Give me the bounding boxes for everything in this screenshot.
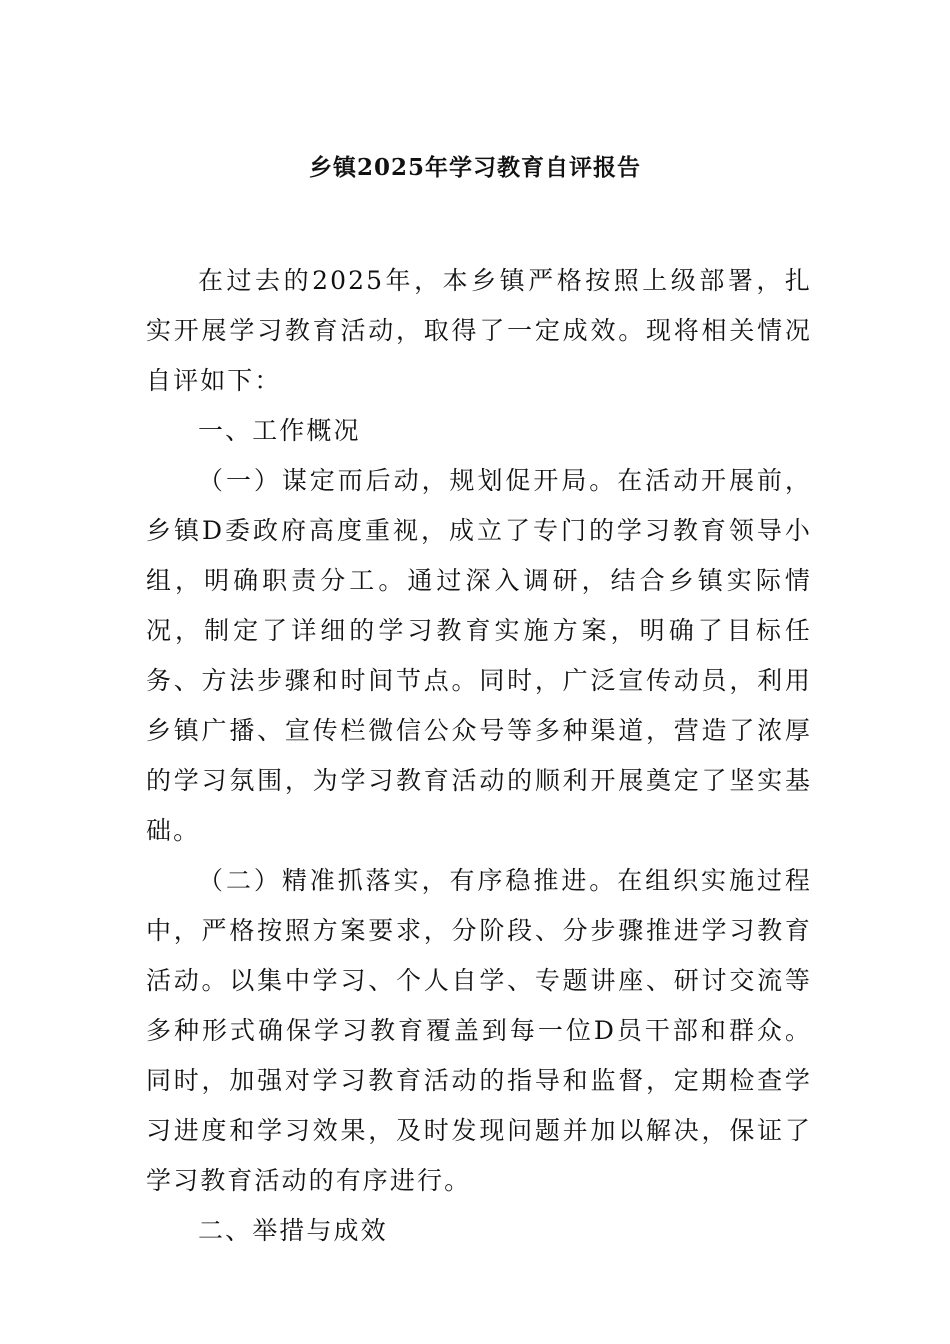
paragraph-implementation: （二）精准抓落实，有序稳推进。在组织实施过程中，严格按照方案要求，分阶段、分步骤推进学习教育活动。以集中学习、个人自学、专题讲座、研讨交流等多种形式确保学习教育覆盖到每一位D员干部和群众。同时，加强对学习教育活动的指导和监督，定期检查学习进度和学习效果，及时发现问题并加以解决，保证了学习教育活动的有序进行。 (146, 866, 812, 1195)
intro-paragraph: 在过去的2025年，本乡镇严格按照上级部署，扎实开展学习教育活动，取得了一定成效。现将相关情况自评如下： (146, 266, 812, 395)
document-title: 乡镇2025年学习教育自评报告 (308, 154, 641, 181)
section-heading-measures: 二、举措与成效 (198, 1216, 388, 1245)
section-heading-overview: 一、工作概况 (198, 416, 361, 445)
paragraph-planning: （一）谋定而后动，规划促开局。在活动开展前，乡镇D委政府高度重视，成立了专门的学习教育领导小组，明确职责分工。通过深入调研，结合乡镇实际情况，制定了详细的学习教育实施方案，明确了目标任务、方法步骤和时间节点。同时，广泛宣传动员，利用乡镇广播、宣传栏微信公众号等多种渠道，营造了浓厚的学习氛围，为学习教育活动的顺利开展奠定了坚实基础。 (146, 466, 812, 845)
document-body (146, 256, 812, 1256)
